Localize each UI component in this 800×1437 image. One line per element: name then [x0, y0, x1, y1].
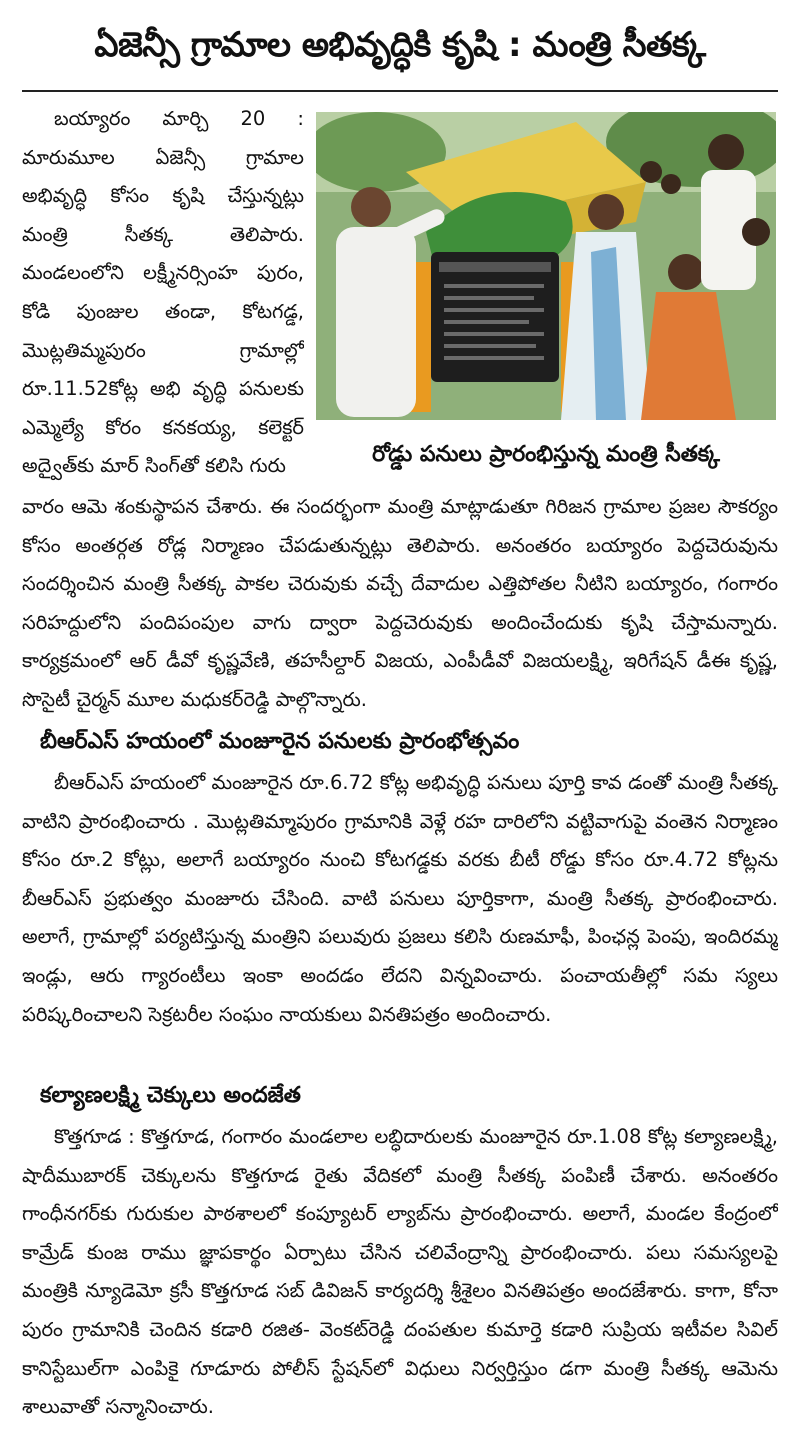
section-kalyanalakshmi-paragraph: కొత్తగూడ : కొత్తగూడ, గంగారం మండలాల లబ్ధిదారులకు మంజూరైన రూ.1.08 కోట్ల కల్యాణలక్ష్మి, షాదీముబారక్ చెక్కులను కొత్తగూడ రైతు వేదికలో మంత్రి సీతక్క పంపిణీ చేశారు. అనంతరం గాంధీనగర్‌కు గురుకుల పాఠశాలలో కంప్యూటర్ ల్యాబ్‌ను ప్రారంభించారు. అలాగే, మండల కేంద్రంలో కామ్రేడ్ కుంజ రాము జ్ఞాపకార్థం ఏర్పాటు చేసిన చలివేంద్రాన్ని ప్రారంభించారు. పలు సమస్యలపై మంత్రికి న్యూడెమో క్రసీ కొత్తగూడ సబ్ డివిజన్ కార్యదర్శి శ్రీశైలం వినతిపత్రం అందజేశారు. కాగా, కోనా పురం గ్రామానికి చెందిన కడారి రజిత- వెంకట్‌రెడ్డి దంపతుల కుమార్తె కడారి సుప్రియ ఇటీవల సివిల్ కానిస్టేబుల్‌గా ఎంపికై గూడూరు పోలీస్ స్టేషన్‌లో విధులు నిర్వర్తిస్తుం డగా మంత్రి సీతక్క ఆమెను శాలువాతో సన్మానించారు.	[22, 1125, 778, 1419]
article-photo	[316, 112, 776, 420]
photo-block	[316, 112, 776, 484]
section-brs-works-paragraph: బీఆర్ఎస్ హయంలో మంజూరైన రూ.6.72 కోట్ల అభివృద్ధి పనులు పూర్తి కావ డంతో మంత్రి సీతక్క వాటిని ప్రారంభించారు . మొట్లతిమ్మాపురం గ్రామానికి వెళ్లే రహ దారిలోని వట్టివాగుపై వంతెన నిర్మాణం కోసం రూ.2 కోట్లు, అలాగే బయ్యారం నుంచి కోటగడ్డకు వరకు బీటీ రోడ్డు కోసం రూ.4.72 కోట్లను బీఆర్ఎస్ ప్రభుత్వం మంజూరు చేసింది. వాటి పనులు పూర్తికాగా, మంత్రి సీతక్క ప్రారంభించారు. అలాగే, గ్రామాల్లో పర్యటిస్తున్న మంత్రిని పలువురు ప్రజలు కలిసి రుణమాఫీ, పింఛన్ల పెంపు, ఇందిరమ్మ ఇండ్లు, ఆరు గ్యారంటీలు ఇంకా అందడం లేదని విన్నవించారు. పంచాయతీల్లో సమ స్యలు పరిష్కరించాలని సెక్రటరీల సంఘం నాయకులు వినతిపత్రం అందించారు.	[22, 771, 778, 1026]
article-headline: ఏజెన్సీ గ్రామాల అభివృద్ధికి కృషి : మంత్రి సీతక్క	[94, 25, 706, 65]
subheading-brs-works: బీఆర్ఎస్ హయంలో మంజూరైన పనులకు ప్రారంభోత్సవం	[40, 729, 520, 754]
intro-paragraph: బయ్యారం మార్చి 20 : మారుమూల ఏజెన్సీ గ్రామాల అభివృద్ధి కోసం కృషి చేస్తున్నట్లు మంత్రి సీతక్క తెలిపారు. మండలంలోని లక్ష్మీనర్సింహ పురం, కోడి పుంజుల తండా, కోటగడ్డ, మొట్లతిమ్మపురం గ్రామాల్లో రూ.11.52కోట్ల అభి వృద్ధి పనులకు ఎమ్మెల్యే కోరం కనకయ్య, కలెక్టర్ అద్వైత్‌కు మార్ సింగ్‌తో కలిసి గురు	[22, 107, 304, 478]
photo-caption: రోడ్డు పనులు ప్రారంభిస్తున్న మంత్రి సీతక్క	[372, 442, 720, 467]
article-continuation-paragraph: వారం ఆమె శంకుస్థాపన చేశారు. ఈ సందర్భంగా మంత్రి మాట్లాడుతూ గిరిజన గ్రామాల ప్రజల సౌకర్యం కోసం అంతర్గత రోడ్ల నిర్మాణం చేపడుతున్నట్లు తెలిపారు. అనంతరం బయ్యారం పెద్దచెరువును సందర్శించిన మంత్రి సీతక్క పాకల చెరువుకు వచ్చే దేవాదుల ఎత్తిపోతల నీటిని బయ్యారం, గంగారం సరిహద్దులోని పందిపంపుల వాగు ద్వారా పెద్దచెరువుకు అందించేందుకు కృషి చేస్తామన్నారు. కార్యక్రమంలో ఆర్ డీవో కృష్ణవేణి, తహసీల్దార్ విజయ, ఎంపీడీవో విజయలక్ష్మి, ఇరిగేషన్ డీఈ కృష్ణ, సొసైటీ చైర్మన్ మూల మధుకర్‌రెడ్డి పాల్గొన్నారు.	[22, 495, 778, 711]
headline-divider	[22, 90, 778, 92]
subheading-kalyanalakshmi: కల్యాణలక్ష్మి చెక్కులు అందజేత	[40, 1083, 301, 1108]
